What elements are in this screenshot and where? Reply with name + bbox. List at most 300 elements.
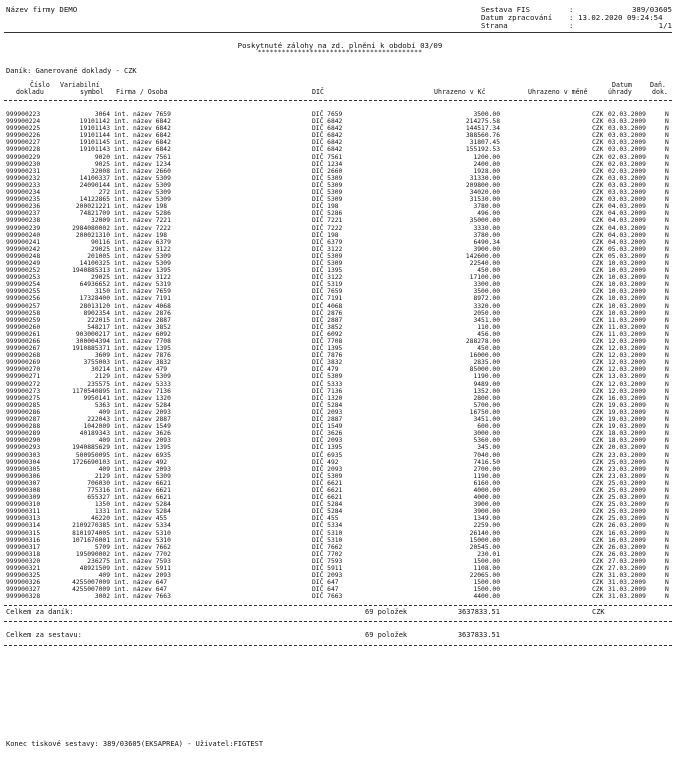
dic: DIČ 3122: [312, 274, 343, 282]
col-paid: Uhrazeno v Kč: [434, 88, 486, 96]
amount-paid: 209800.00: [465, 181, 500, 189]
tax-doc-flag: N: [665, 189, 669, 197]
currency: CZK: [592, 380, 604, 388]
currency: CZK: [592, 132, 604, 140]
doc-number: 999900248: [6, 252, 41, 260]
payment-date: 04.03.2009: [608, 203, 646, 211]
payment-date: 05.03.2009: [608, 252, 646, 260]
amount-paid: 1108.00: [473, 565, 500, 572]
table-row: [0, 217, 680, 224]
doc-number: 999900272: [6, 380, 41, 388]
payment-date: 26.03.2009: [608, 543, 646, 551]
table-row: [0, 310, 680, 317]
danik-total-count: 69 položek: [365, 608, 408, 616]
firm-name: int. název 5309: [114, 472, 171, 480]
amount-paid: 4000.00: [473, 494, 500, 502]
dic: DIČ 6092: [312, 330, 343, 338]
dic: DIČ 647: [312, 586, 339, 594]
dic: DIČ 7659: [312, 111, 343, 118]
amount-paid: 31807.45: [469, 139, 500, 147]
dic: DIČ 6621: [312, 494, 343, 502]
dic: DIČ 1395: [312, 444, 343, 452]
payment-date: 31.03.2009: [608, 572, 646, 580]
tax-doc-flag: N: [665, 536, 669, 544]
firm-name: int. název 6092: [114, 330, 171, 338]
amount-paid: 3780.00: [473, 203, 500, 211]
payment-date: 18.03.2009: [608, 430, 646, 438]
payment-date: 23.03.2009: [608, 451, 646, 459]
tax-doc-flag: N: [665, 416, 669, 424]
doc-number: 999900289: [6, 430, 41, 438]
amount-paid: 1200.00: [473, 153, 500, 161]
payment-date: 11.03.2009: [608, 330, 646, 338]
firm-name: int. název 5334: [114, 522, 171, 530]
payment-date: 02.03.2009: [608, 160, 646, 168]
dic: DIČ 7136: [312, 387, 343, 395]
payment-date: 19.03.2009: [608, 423, 646, 431]
tax-doc-flag: N: [665, 472, 669, 480]
payment-date: 05.03.2009: [608, 245, 646, 253]
variable-symbol: 409: [98, 408, 110, 416]
firm-name: int. název 455: [114, 515, 168, 523]
payment-date: 10.03.2009: [608, 288, 646, 296]
payment-date: 23.03.2009: [608, 465, 646, 473]
firm-name: int. název 6935: [114, 451, 171, 459]
firm-name: int. název 6842: [114, 139, 171, 147]
tax-doc-flag: N: [665, 479, 669, 487]
dic: DIČ 5309: [312, 252, 343, 260]
variable-symbol: 2984080002: [72, 224, 110, 232]
variable-symbol: 775316: [87, 486, 110, 494]
doc-number: 999900255: [6, 288, 41, 296]
payment-date: 11.03.2009: [608, 323, 646, 331]
doc-number: 999900237: [6, 210, 41, 218]
variable-symbol: 1350: [94, 501, 110, 509]
doc-number: 999900228: [6, 146, 41, 154]
tax-doc-flag: N: [665, 125, 669, 133]
payment-date: 25.03.2009: [608, 479, 646, 487]
tax-doc-flag: N: [665, 508, 669, 516]
firm-name: int. název 7191: [114, 295, 171, 303]
col-date-top: Datum: [612, 81, 632, 89]
firm-name: int. název 5309: [114, 373, 171, 381]
currency: CZK: [592, 245, 604, 253]
dic: DIČ 5309: [312, 196, 343, 204]
firm-name: int. název 7702: [114, 550, 171, 558]
variable-symbol: 222015: [87, 316, 110, 324]
firm-name: int. název 6621: [114, 479, 171, 487]
doc-number: 999900254: [6, 281, 41, 289]
amount-paid: 3780.00: [473, 231, 500, 239]
amount-paid: 2400.00: [473, 160, 500, 168]
payment-date: 31.03.2009: [608, 586, 646, 594]
payment-date: 03.03.2009: [608, 118, 646, 126]
currency: CZK: [592, 543, 604, 551]
doc-number: 999900315: [6, 529, 41, 537]
firm-name: int. název 1395: [114, 444, 171, 452]
variable-symbol: 409: [98, 437, 110, 445]
report-footer: Konec tiskové sestavy: 389/03605(EKSAPREA) - Uživatel:FIGTEST: [6, 740, 264, 748]
doc-number: 999900235: [6, 196, 41, 204]
doc-number: 999900258: [6, 309, 41, 317]
dic: DIČ 6379: [312, 238, 343, 246]
firm-name: int. název 5333: [114, 380, 171, 388]
payment-date: 12.03.2009: [608, 380, 646, 388]
tax-doc-flag: N: [665, 181, 669, 189]
variable-symbol: 19101143: [79, 146, 110, 154]
currency: CZK: [592, 345, 604, 353]
tax-doc-flag: N: [665, 408, 669, 416]
tax-doc-flag: N: [665, 118, 669, 126]
firm-name: int. název 1320: [114, 394, 171, 402]
payment-date: 03.03.2009: [608, 139, 646, 147]
totals-rule-top: [4, 605, 672, 606]
company-name: Název firmy DEMO: [6, 5, 78, 14]
amount-paid: 7040.00: [473, 451, 500, 459]
dic: DIČ 5309: [312, 181, 343, 189]
tax-doc-flag: N: [665, 203, 669, 211]
tax-doc-flag: N: [665, 458, 669, 466]
amount-paid: 3320.00: [473, 302, 500, 310]
doc-number: 999900321: [6, 565, 41, 572]
table-row: [0, 359, 680, 366]
doc-number: 999900318: [6, 550, 41, 558]
payment-date: 02.03.2009: [608, 111, 646, 118]
currency: CZK: [592, 352, 604, 360]
amount-paid: 1500.00: [473, 557, 500, 565]
variable-symbol: 1170540895: [72, 387, 110, 395]
variable-symbol: 272: [98, 189, 110, 197]
firm-name: int. název 3122: [114, 245, 171, 253]
amount-paid: 3000.00: [473, 430, 500, 438]
payment-date: 12.03.2009: [608, 352, 646, 360]
dic: DIČ 5319: [312, 281, 343, 289]
currency: CZK: [592, 174, 604, 182]
doc-number: 999900226: [6, 132, 41, 140]
tax-doc-flag: N: [665, 565, 669, 572]
currency: CZK: [592, 316, 604, 324]
col-tax-top: Daň.: [650, 81, 666, 89]
tax-doc-flag: N: [665, 323, 669, 331]
table-row: [0, 402, 680, 409]
payment-date: 26.03.2009: [608, 522, 646, 530]
currency: CZK: [592, 557, 604, 565]
dic: DIČ 7708: [312, 338, 343, 345]
payment-date: 04.03.2009: [608, 210, 646, 218]
report-total-rule: [4, 645, 672, 646]
table-row: [0, 175, 680, 182]
tax-doc-flag: N: [665, 451, 669, 459]
currency: CZK: [592, 160, 604, 168]
currency: CZK: [592, 210, 604, 218]
firm-name: int. název 3832: [114, 359, 171, 367]
col-dic: DIČ: [312, 88, 324, 96]
tax-doc-flag: N: [665, 394, 669, 402]
firm-name: int. název 6842: [114, 146, 171, 154]
doc-number: 999900232: [6, 174, 41, 182]
currency: CZK: [592, 196, 604, 204]
variable-symbol: 28013120: [79, 302, 110, 310]
doc-number: 999900257: [6, 302, 41, 310]
payment-date: 10.03.2009: [608, 302, 646, 310]
variable-symbol: 40189343: [79, 430, 110, 438]
currency: CZK: [592, 259, 604, 267]
table-row: [0, 373, 680, 380]
report-title: Poskytnuté zálohy na zd. plnění k období 03/09: [237, 41, 443, 50]
tax-doc-flag: N: [665, 238, 669, 246]
variable-symbol: 222043: [87, 416, 110, 424]
dic: DIČ 1234: [312, 160, 343, 168]
firm-name: int. název 2887: [114, 316, 171, 324]
firm-name: int. název 7221: [114, 217, 171, 225]
variable-symbol: 29025: [91, 245, 110, 253]
payment-date: 03.03.2009: [608, 181, 646, 189]
tax-doc-flag: N: [665, 373, 669, 381]
firm-name: int. název 5310: [114, 529, 171, 537]
variable-symbol: 3150: [94, 288, 110, 296]
table-row: [0, 572, 680, 579]
amount-paid: 288278.00: [465, 338, 500, 345]
variable-symbol: 4255007009: [72, 586, 110, 594]
variable-symbol: 3064: [94, 111, 110, 118]
payment-date: 10.03.2009: [608, 259, 646, 267]
firm-name: int. název 198: [114, 231, 168, 239]
table-row: [0, 487, 680, 494]
payment-date: 10.03.2009: [608, 274, 646, 282]
firm-name: int. název 2660: [114, 167, 171, 175]
dic: DIČ 6842: [312, 132, 343, 140]
amount-paid: 2259.00: [473, 522, 500, 530]
currency: CZK: [592, 281, 604, 289]
payment-date: 16.03.2009: [608, 529, 646, 537]
payment-date: 27.03.2009: [608, 565, 646, 572]
processing-date-sep: :: [569, 13, 574, 22]
payment-date: 31.03.2009: [608, 593, 646, 601]
currency: CZK: [592, 394, 604, 402]
amount-paid: 16750.00: [469, 408, 500, 416]
variable-symbol: 1910885371: [72, 345, 110, 353]
variable-symbol: 1071676001: [72, 536, 110, 544]
firm-name: int. název 7136: [114, 387, 171, 395]
tax-doc-flag: N: [665, 430, 669, 438]
table-row: [0, 331, 680, 338]
variable-symbol: 32008: [91, 167, 110, 175]
danik-total-amount: 3637833.51: [457, 608, 500, 616]
dic: DIČ 5309: [312, 174, 343, 182]
tax-doc-flag: N: [665, 515, 669, 523]
variable-symbol: 19101143: [79, 125, 110, 133]
currency: CZK: [592, 430, 604, 438]
amount-paid: 6160.00: [473, 479, 500, 487]
currency: CZK: [592, 472, 604, 480]
doc-number: 999900328: [6, 593, 41, 601]
currency: CZK: [592, 416, 604, 424]
payment-date: 11.03.2009: [608, 316, 646, 324]
amount-paid: 3451.00: [473, 416, 500, 424]
amount-paid: 16000.00: [469, 352, 500, 360]
tax-doc-flag: N: [665, 267, 669, 275]
currency: CZK: [592, 118, 604, 126]
currency: CZK: [592, 252, 604, 260]
variable-symbol: 5709: [94, 543, 110, 551]
table-row: [0, 508, 680, 515]
currency: CZK: [592, 401, 604, 409]
dic: DIČ 4068: [312, 302, 343, 310]
page-number: 1/1: [658, 21, 672, 30]
amount-paid: 2800.00: [473, 394, 500, 402]
variable-symbol: 8902354: [83, 309, 110, 317]
payment-date: 03.03.2009: [608, 146, 646, 154]
currency: CZK: [592, 508, 604, 516]
amount-paid: 496.00: [477, 210, 500, 218]
tax-doc-flag: N: [665, 557, 669, 565]
firm-name: int. název 5911: [114, 565, 171, 572]
table-row: [0, 182, 680, 189]
currency: CZK: [592, 295, 604, 303]
currency: CZK: [592, 167, 604, 175]
dic: DIČ 5309: [312, 189, 343, 197]
tax-doc-flag: N: [665, 579, 669, 587]
payment-date: 25.03.2009: [608, 486, 646, 494]
tax-doc-flag: N: [665, 543, 669, 551]
tax-doc-flag: N: [665, 522, 669, 530]
dic: DIČ 1395: [312, 345, 343, 353]
amount-paid: 388560.76: [465, 132, 500, 140]
tax-doc-flag: N: [665, 210, 669, 218]
currency: CZK: [592, 302, 604, 310]
doc-number: 999900273: [6, 387, 41, 395]
amount-paid: 155192.53: [465, 146, 500, 154]
dic: DIČ 6621: [312, 486, 343, 494]
doc-number: 999900287: [6, 416, 41, 424]
amount-paid: 6490.34: [473, 238, 500, 246]
amount-paid: 85000.00: [469, 366, 500, 374]
amount-paid: 4400.00: [473, 593, 500, 601]
tax-doc-flag: N: [665, 281, 669, 289]
variable-symbol: 48921509: [79, 565, 110, 572]
firm-name: int. název 2093: [114, 465, 171, 473]
variable-symbol: 706030: [87, 479, 110, 487]
firm-name: int. název 6621: [114, 494, 171, 502]
variable-symbol: 19101142: [79, 118, 110, 126]
currency: CZK: [592, 486, 604, 494]
payment-date: 03.03.2009: [608, 196, 646, 204]
report-number: 389/03605: [631, 5, 672, 14]
firm-name: int. název 5309: [114, 196, 171, 204]
table-row: [0, 161, 680, 168]
dic: DIČ 7702: [312, 550, 343, 558]
dic: DIČ 5333: [312, 380, 343, 388]
tax-doc-flag: N: [665, 423, 669, 431]
currency: CZK: [592, 565, 604, 572]
variable-symbol: 200021310: [75, 231, 110, 239]
doc-number: 999900233: [6, 181, 41, 189]
payment-date: 19.03.2009: [608, 401, 646, 409]
variable-symbol: 9950141: [83, 394, 110, 402]
tax-doc-flag: N: [665, 366, 669, 374]
currency: CZK: [592, 451, 604, 459]
table-row: [0, 459, 680, 466]
tax-doc-flag: N: [665, 380, 669, 388]
variable-symbol: 1940885313: [72, 267, 110, 275]
tax-doc-flag: N: [665, 167, 669, 175]
dic: DIČ 3626: [312, 430, 343, 438]
dic: DIČ 2887: [312, 416, 343, 424]
firm-name: int. název 6842: [114, 132, 171, 140]
variable-symbol: 9020: [94, 153, 110, 161]
variable-symbol: 3609: [94, 352, 110, 360]
amount-paid: 456.00: [477, 330, 500, 338]
tax-doc-flag: N: [665, 217, 669, 225]
dic: DIČ 1549: [312, 423, 343, 431]
variable-symbol: 903000217: [75, 330, 110, 338]
dic: DIČ 7663: [312, 593, 343, 601]
amount-paid: 9489.00: [473, 380, 500, 388]
variable-symbol: 64936652: [79, 281, 110, 289]
amount-paid: 214275.58: [465, 118, 500, 126]
dic: DIČ 6842: [312, 125, 343, 133]
dic: DIČ 5911: [312, 565, 343, 572]
amount-paid: 3451.00: [473, 316, 500, 324]
tax-doc-flag: N: [665, 224, 669, 232]
variable-symbol: 14100337: [79, 174, 110, 182]
danik-total-currency: CZK: [592, 608, 605, 616]
dic: DIČ 5284: [312, 401, 343, 409]
dic: DIČ 6842: [312, 139, 343, 147]
currency: CZK: [592, 189, 604, 197]
doc-number: 999900267: [6, 345, 41, 353]
payment-date: 19.03.2009: [608, 408, 646, 416]
tax-doc-flag: N: [665, 352, 669, 360]
doc-number: 999900313: [6, 515, 41, 523]
payment-date: 25.03.2009: [608, 494, 646, 502]
currency: CZK: [592, 217, 604, 225]
doc-number: 999900320: [6, 557, 41, 565]
currency: CZK: [592, 515, 604, 523]
firm-name: int. název 5309: [114, 189, 171, 197]
currency: CZK: [592, 529, 604, 537]
firm-name: int. název 6621: [114, 486, 171, 494]
firm-name: int. název 7663: [114, 593, 171, 601]
header-divider: [4, 32, 672, 33]
table-row: [0, 551, 680, 558]
firm-name: int. název 2093: [114, 437, 171, 445]
dic: DIČ 6842: [312, 118, 343, 126]
doc-number: 999900239: [6, 224, 41, 232]
payment-date: 25.03.2009: [608, 501, 646, 509]
table-row: [0, 544, 680, 551]
amount-paid: 230.01: [477, 550, 500, 558]
tax-doc-flag: N: [665, 501, 669, 509]
table-row: [0, 530, 680, 537]
variable-symbol: 8101974005: [72, 529, 110, 537]
dic: DIČ 7561: [312, 153, 343, 161]
amount-paid: 1352.00: [473, 387, 500, 395]
dic: DIČ 6621: [312, 479, 343, 487]
dic: DIČ 2093: [312, 572, 343, 580]
firm-name: int. název 479: [114, 366, 168, 374]
doc-number: 999900305: [6, 465, 41, 473]
variable-symbol: 4255007009: [72, 579, 110, 587]
table-row: [0, 381, 680, 388]
tax-doc-flag: N: [665, 302, 669, 310]
variable-symbol: 3755003: [83, 359, 110, 367]
dic: DIČ 6935: [312, 451, 343, 459]
table-row: [0, 317, 680, 324]
table-row: [0, 444, 680, 451]
amount-paid: 1928.00: [473, 167, 500, 175]
firm-name: int. název 7876: [114, 352, 171, 360]
